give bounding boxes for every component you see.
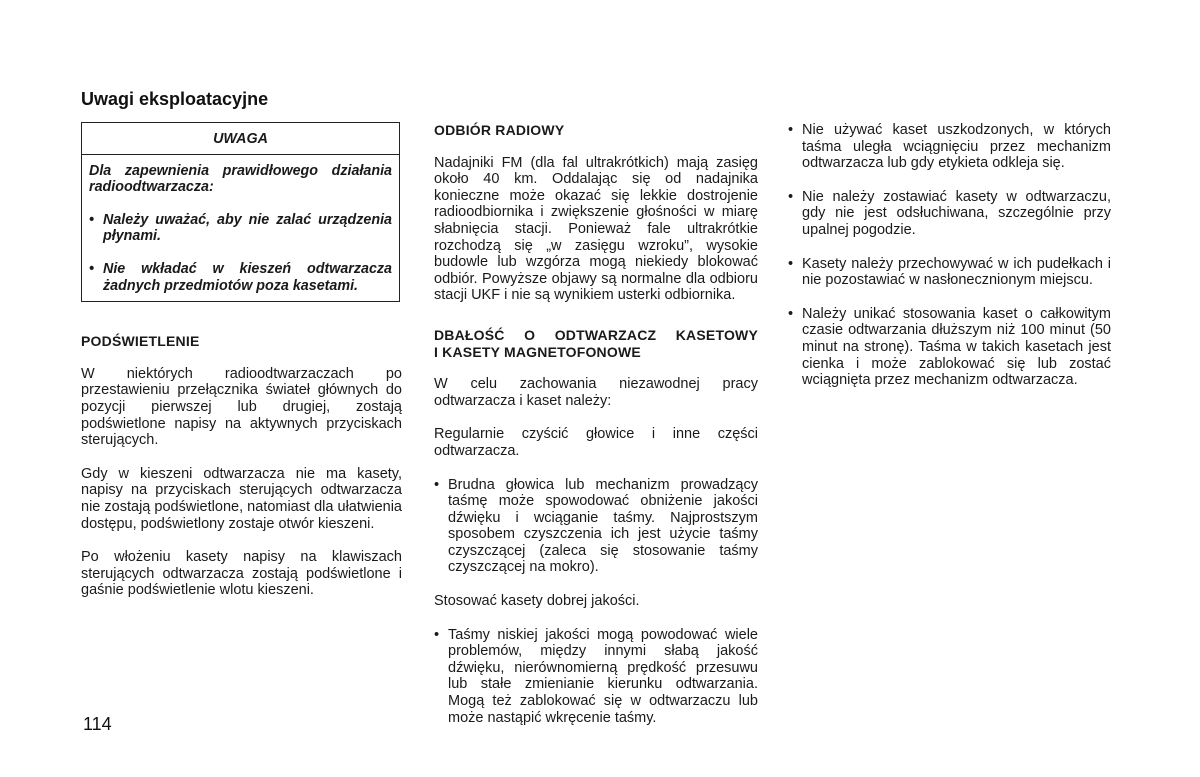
bullet-icon: • bbox=[788, 305, 794, 322]
tip-item bbox=[788, 189, 1111, 239]
care-clean: Regularnie czyścić głowice i inne części odtwarzacza. bbox=[434, 426, 758, 459]
backlight-paragraph: W niektórych radioodtwarzaczach po przestawieniu przełącznika świateł głównych do pozycji pierwszej lub drugiej, zostają podświetlone napisy na aktywnych przyciskach sterujących. bbox=[81, 365, 402, 449]
column-middle bbox=[434, 122, 758, 726]
column-right bbox=[788, 122, 1111, 389]
section-heading-radio: ODBIÓR RADIOWY bbox=[434, 122, 565, 138]
bullet-icon: • bbox=[89, 211, 95, 228]
backlight-paragraph: Po włożeniu kasety napisy na klawiszach sterujących odtwarzacza zostają podświetlone i gaśnie podświetlenie wlotu kieszeni. bbox=[81, 549, 402, 599]
warning-box bbox=[81, 122, 400, 302]
warning-heading: UWAGA bbox=[82, 123, 399, 155]
tip-text: Należy unikać stosowania kaset o całkowitym czasie odtwarzania dłuższym niż 100 minut (50 minut na stronę). Taśma w takich kasetach jest cienka i może zablokować się lub zostać wciągnięta przez mechanizm odtwarzacza. bbox=[802, 305, 1111, 389]
bullet-icon: • bbox=[434, 476, 440, 493]
section-heading-care: DBAŁOŚĆ O ODTWARZACZ KASETOWY bbox=[434, 326, 758, 343]
warning-intro: Dla zapewnienia prawidłowego działania radioodtwarzacza: bbox=[89, 162, 392, 196]
warning-item-text: Należy uważać, aby nie zalać urządzenia płynami. bbox=[103, 211, 392, 245]
warning-body bbox=[82, 155, 399, 302]
tip-item bbox=[788, 122, 1111, 172]
backlight-paragraph: Gdy w kieszeni odtwarzacza nie ma kasety, napisy na przyciskach sterujących odtwarzacza nie zostają podświetlone, natomiast dla ułatwienia dostępu, podświetlony zostaje otwór kieszeni. bbox=[81, 465, 402, 532]
column-left bbox=[81, 122, 402, 599]
care-bullet bbox=[434, 477, 758, 577]
warning-item bbox=[89, 261, 392, 294]
care-intro: W celu zachowania niezawodnej pracy odtwarzacza i kaset należy: bbox=[434, 376, 758, 409]
warning-item-text: Nie wkładać w kieszeń odtwarzacza żadnych przedmiotów poza kasetami. bbox=[103, 260, 392, 294]
tip-text: Nie używać kaset uszkodzonych, w których taśma uległa wciągnięciu przez mechanizm odtwarzacza lub gdy etykieta odkleja się. bbox=[802, 122, 1111, 172]
care-bullet-text: Taśmy niskiej jakości mogą powodować wiele problemów, między innymi słabą jakość dźwięku, nierównomierną prędkość przesuwu lub stałe zmienianie kierunku odtwarzania. Mogą też zablokować się w odtwarzaczu lub może nastąpić wkręcenie taśmy. bbox=[448, 626, 758, 726]
tip-text: Kasety należy przechowywać w ich pudełkach i nie pozostawiać w nasłonecznionym miejscu. bbox=[802, 255, 1111, 289]
radio-paragraph: Nadajniki FM (dla fal ultrakrótkich) mają zasięg około 40 km. Oddalając się od nadajnika konieczne może okazać się lekkie dostrojenie radioodbiornika i zwiększenie głośności w miarę słabnięcia stacji. Ponieważ fale ultrakrótkie rozchodzą się „w zasięgu wzroku”, wysokie budowle lub wzgórza mogą niekiedy blokować odbiór. Powyższe objawy są normalne dla odbioru stacji UKF i nie są wynikiem usterki odbiornika. bbox=[434, 154, 758, 304]
care-bullet bbox=[434, 627, 758, 727]
warning-item bbox=[89, 212, 392, 245]
page-title: Uwagi eksploatacyjne bbox=[81, 89, 269, 109]
bullet-icon: • bbox=[788, 255, 794, 272]
bullet-icon: • bbox=[434, 626, 440, 643]
tip-item bbox=[788, 256, 1111, 289]
page-number: 114 bbox=[83, 714, 112, 734]
care-bullet-text: Brudna głowica lub mechanizm prowadzący taśmę może spowodować obniżenie jakości dźwięku i wciąganie taśmy. Najprostszym sposobem czyszczenia ich jest użycie taśmy czyszczącej (zaleca się stosowanie taśmy czyszczącej na mokro). bbox=[448, 476, 758, 576]
section-heading-backlight: PODŚWIETLENIE bbox=[81, 333, 200, 350]
bullet-icon: • bbox=[89, 260, 95, 277]
care-quality: Stosować kasety dobrej jakości. bbox=[434, 593, 640, 610]
section-heading-care-line2: I KASETY MAGNETOFONOWE bbox=[434, 343, 641, 360]
bullet-icon: • bbox=[788, 122, 794, 138]
tip-text: Nie należy zostawiać kasety w odtwarzaczu, gdy nie jest odsłuchiwana, szczególnie przy upalnej pogodzie. bbox=[802, 188, 1111, 238]
bullet-icon: • bbox=[788, 188, 794, 205]
tip-item bbox=[788, 306, 1111, 389]
